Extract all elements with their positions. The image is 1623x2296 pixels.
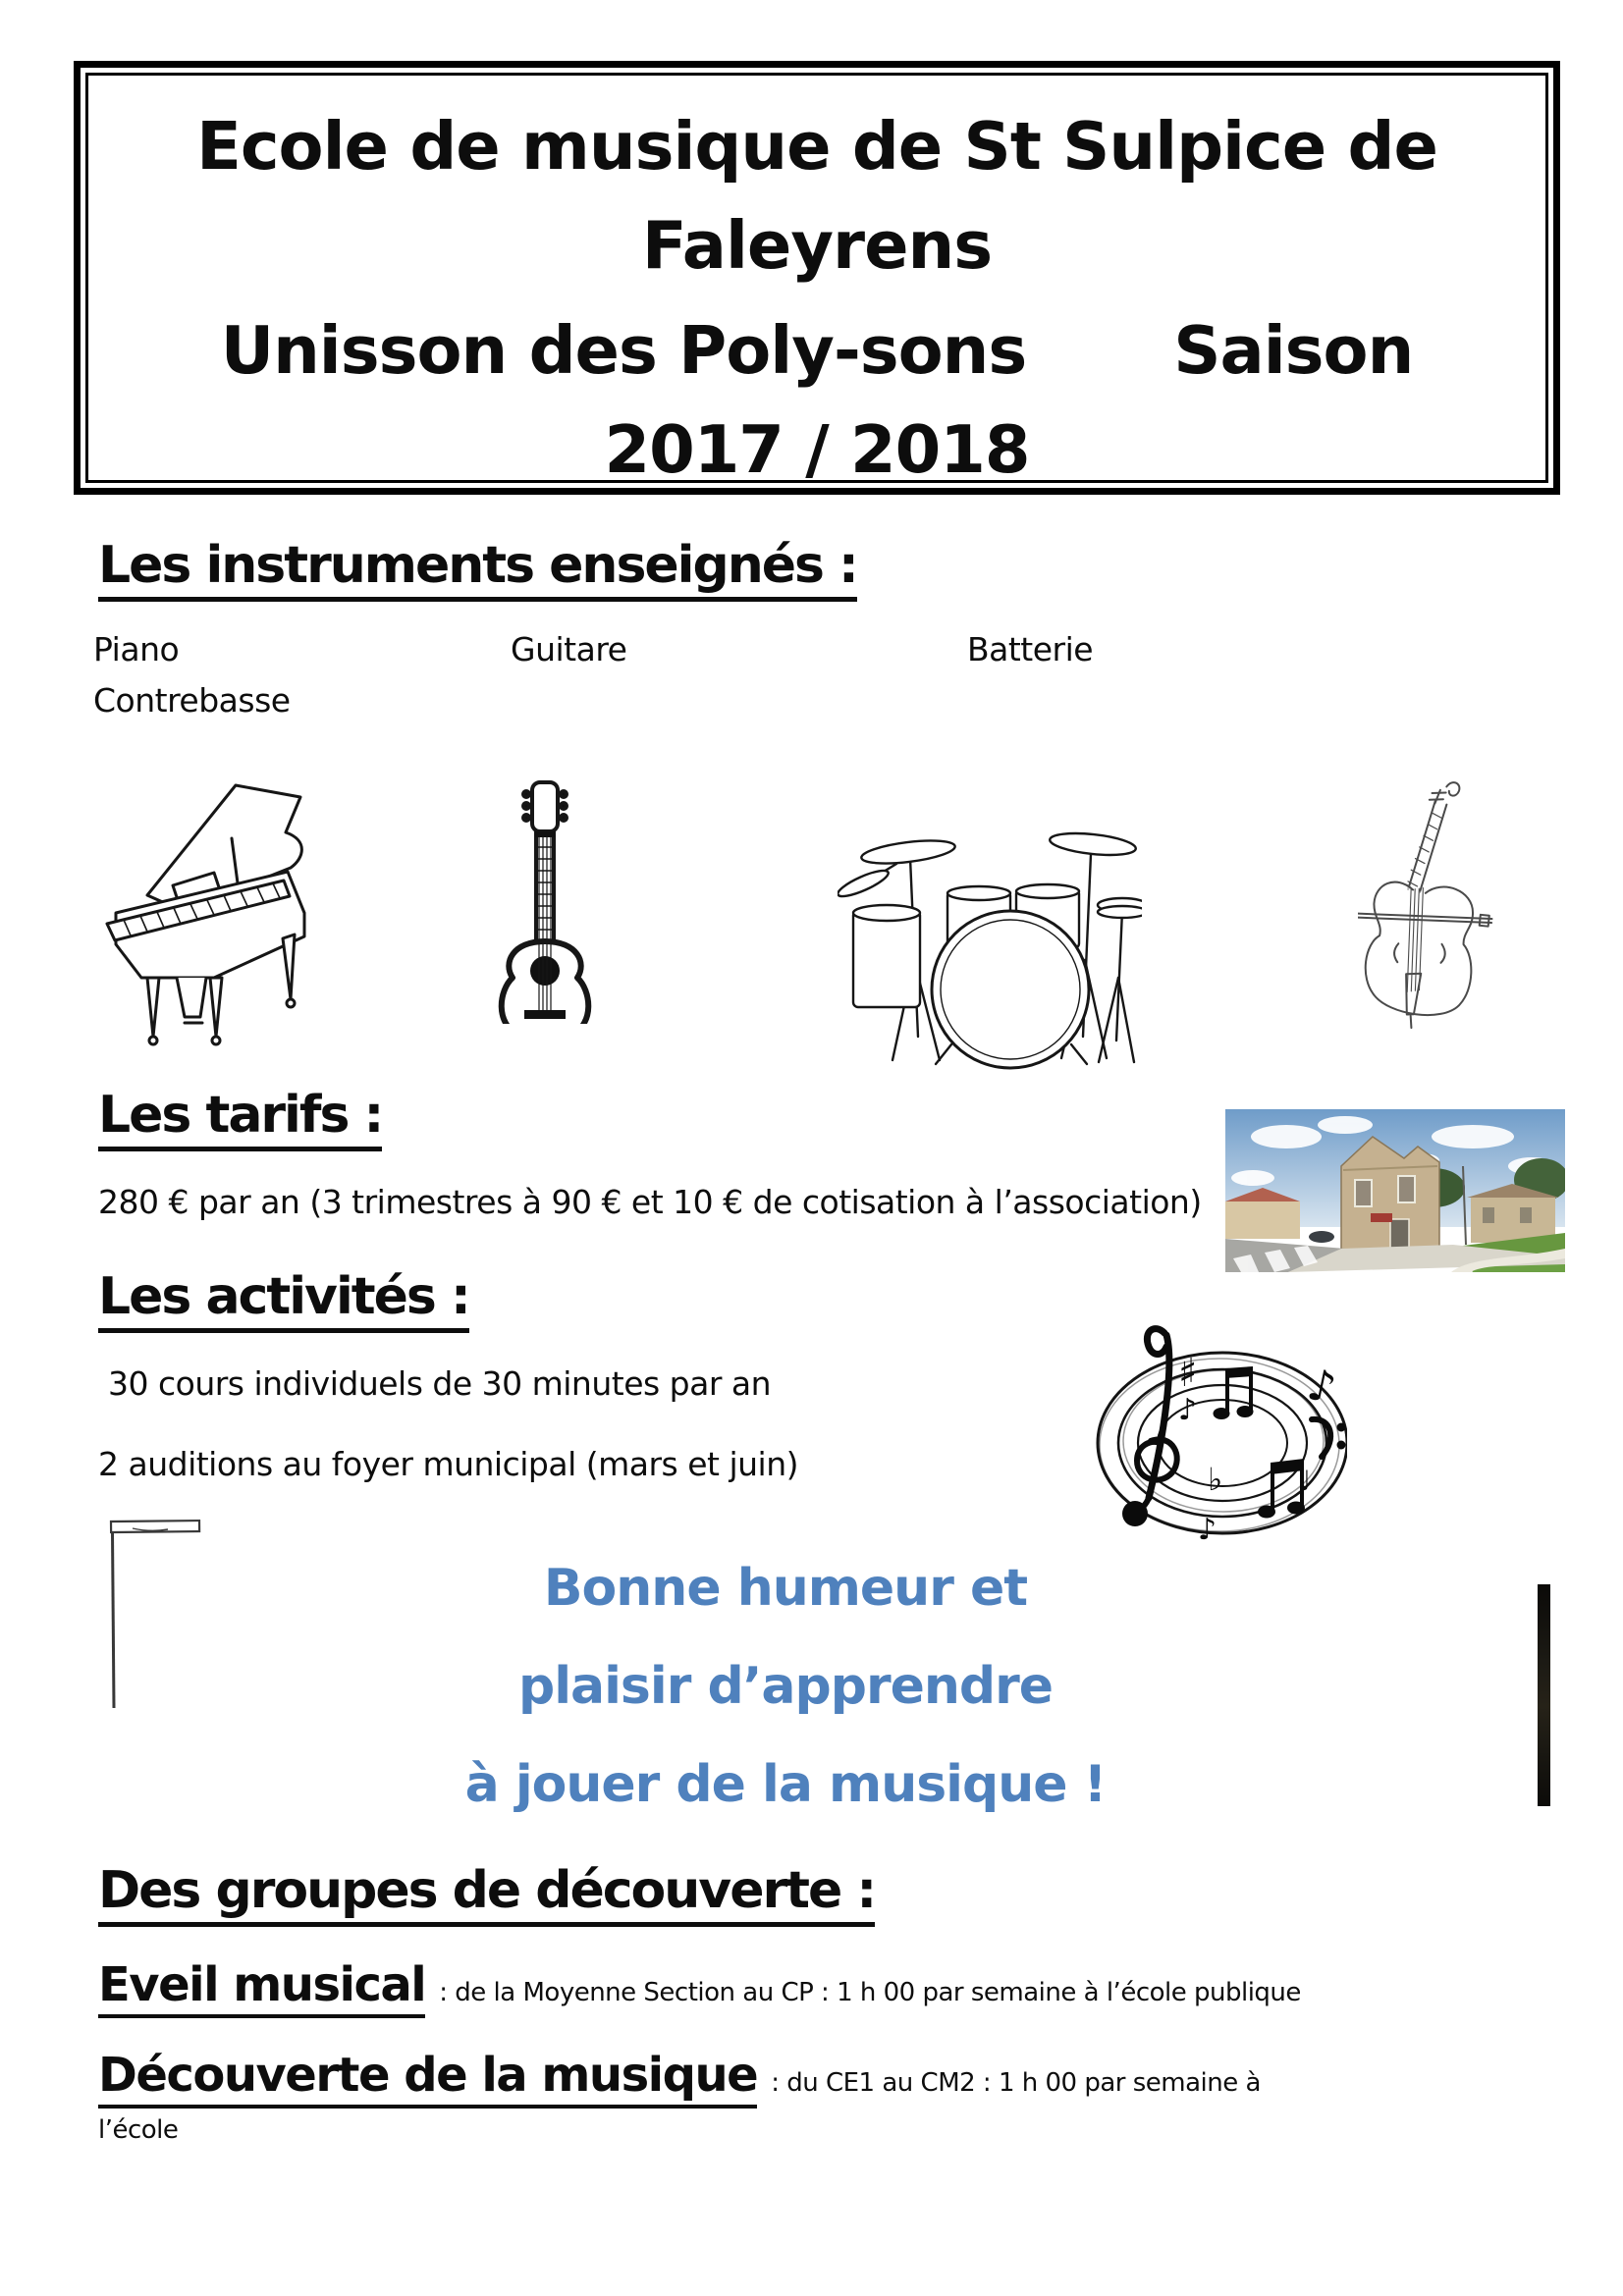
svg-text:♪: ♪ (1178, 1393, 1198, 1427)
title-line2: Faleyrens (641, 207, 993, 284)
svg-text:♩: ♩ (1298, 1465, 1312, 1497)
instrument-label-piano: Piano (93, 630, 180, 668)
activites-line2: 2 auditions au foyer municipal (mars et juin) (98, 1445, 799, 1483)
decouverte-title: Découverte de la musique (98, 2048, 757, 2109)
heading-tarifs: Les tarifs : (98, 1088, 382, 1151)
heading-activites: Les activités : (98, 1269, 469, 1333)
drum-kit-icon (838, 813, 1142, 1070)
heading-instruments: Les instruments enseignés : (98, 538, 857, 602)
heading-groupes: Des groupes de découverte : (98, 1863, 875, 1927)
grand-piano-icon (86, 775, 314, 1048)
motto-line2: plaisir d’apprendre (517, 1657, 1054, 1716)
music-notes-icon (1080, 1317, 1347, 1563)
svg-text:♪: ♪ (1302, 1359, 1341, 1415)
svg-text:♭: ♭ (1208, 1461, 1223, 1498)
title-line3-left: Unisson des Poly-sons (220, 312, 1027, 389)
motto-line3: à jouer de la musique ! (464, 1755, 1107, 1814)
title-box (74, 61, 1560, 495)
decouverte-desc: : du CE1 au CM2 : 1 h 00 par semaine à (771, 2068, 1261, 2098)
motto-line1: Bonne humeur et (543, 1559, 1028, 1618)
title-line4: 2017 / 2018 (604, 411, 1030, 488)
activites-line1: 30 cours individuels de 30 minutes par an (98, 1364, 772, 1403)
eveil-musical-line (98, 1957, 1301, 2018)
svg-text:♯: ♯ (1178, 1351, 1198, 1396)
double-bass-icon (1358, 774, 1495, 1033)
instrument-label-contrebasse: Contrebasse (93, 681, 291, 720)
decouverte-line (98, 2048, 1261, 2109)
eveil-musical-title: Eveil musical (98, 1957, 425, 2018)
decouverte-desc-wrap: l’école (98, 2115, 179, 2145)
eveil-musical-desc: : de la Moyenne Section au CP : 1 h 00 par semaine à l’école publique (439, 1978, 1301, 2007)
title-line3 (88, 301, 1545, 400)
title-line1: Ecole de musique de St Sulpice de (196, 108, 1437, 185)
tarifs-text: 280 € par an (3 trimestres à 90 € et 10 € de cotisation à l’association) (98, 1183, 1202, 1221)
title-line3-right: Saison (1173, 312, 1414, 389)
title-box-inner (85, 73, 1548, 488)
instrument-label-guitare: Guitare (511, 630, 627, 668)
classical-guitar-icon (489, 778, 603, 1024)
photo-sliver (1538, 1584, 1550, 1806)
svg-text:♪: ♪ (1198, 1513, 1217, 1547)
instrument-label-batterie: Batterie (967, 630, 1094, 668)
motto-block (123, 1539, 1448, 1834)
